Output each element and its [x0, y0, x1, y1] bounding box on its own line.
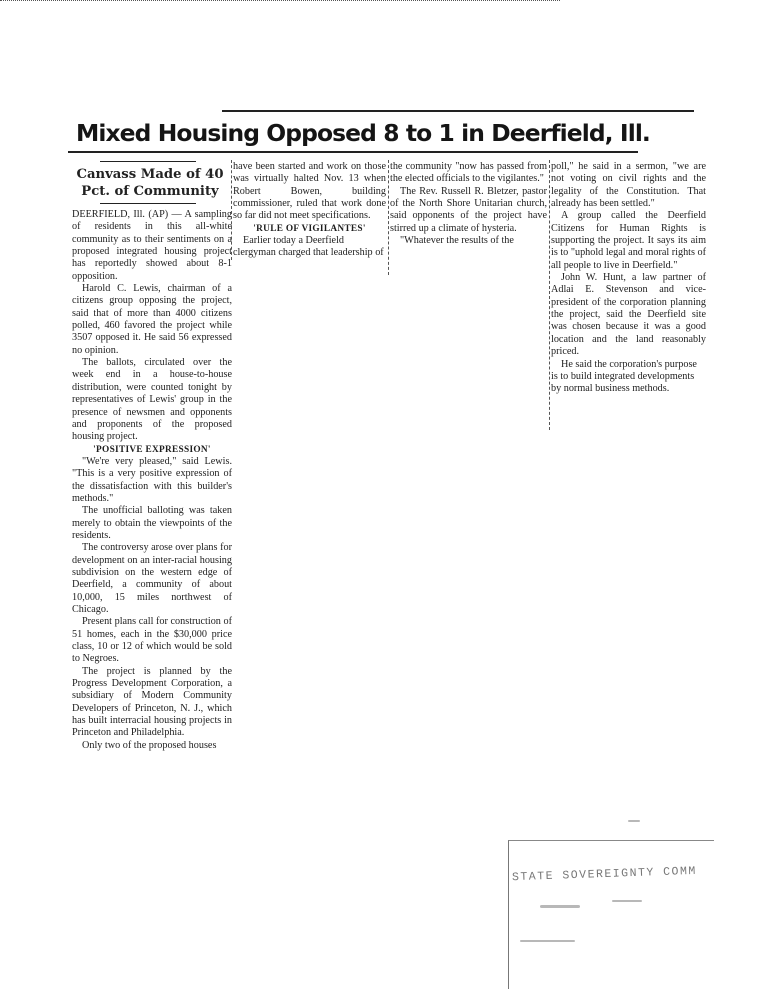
paragraph: John W. Hunt, a law partner of Adlai E. Stevenson and vice-president of the corporation planning the project, said the Deerfield site was chosen because it was a good location and the land reasonably priced.: [551, 272, 706, 358]
paragraph: "We're very pleased," said Lewis. "This is a very positive expression of the dissatisfaction with this builder's methods.": [72, 455, 232, 504]
crosshead: 'RULE OF VIGILANTES': [253, 223, 366, 234]
column-divider: [388, 160, 389, 275]
column-1: [72, 209, 232, 752]
paragraph: The Rev. Russell R. Bletzer, pastor of the North Shore Unitarian church, said opponents of the project have stirred up a climate of hysteria.: [390, 185, 547, 234]
subhead: Canvass Made of 40 Pct. of Community: [76, 167, 224, 199]
paragraph: Harold C. Lewis, chairman of a citizens group opposing the project, said that of more than 4000 citizens polled, 460 favored the project while 3507 opposed it. He said 56 expressed no opinion.: [72, 283, 232, 356]
headline: Mixed Housing Opposed 8 to 1 in Deerfield, Ill.: [76, 119, 650, 147]
paragraph: "Whatever the results of the: [400, 235, 514, 247]
stamp-smudge: [612, 900, 642, 902]
column-divider: [231, 160, 232, 260]
paragraph: DEERFIELD, Ill. (AP) — A sampling of residents in this all-white community as to their sentiments on a proposed integrated housing project has reportedly showed about 8-1 opposition.: [72, 209, 232, 282]
paragraph: Only two of the proposed houses: [82, 739, 217, 751]
subhead-rule-bottom: [100, 203, 196, 204]
paragraph: have been started and work on those was virtually halted Nov. 13 when Robert Bowen, building commissioner, ruled that work done so far did not meet specifications.: [233, 161, 386, 222]
stamp-smudge: [628, 820, 640, 822]
column-4: [551, 161, 706, 396]
paragraph: The unofficial balloting was taken merely to obtain the viewpoints of the residents.: [72, 505, 232, 541]
column-2: [233, 161, 386, 260]
paragraph: The ballots, circulated over the week end in a house-to-house distribution, were counted tonight by representatives of Lewis' group in the presence of newsmen and opponents and proponents of the proposed housing project.: [72, 357, 232, 443]
paragraph: The project is planned by the Progress Development Corporation, a subsidiary of Modern Community Developers of Princeton, N. J., which has built interracial housing projects in Princeton and Philadelphia.: [72, 665, 232, 739]
paragraph: The controversy arose over plans for development on an inter-racial housing subdivision on the western edge of Deerfield, a community of about 10,000, 15 miles northwest of Chicago.: [72, 542, 232, 615]
paragraph: Earlier today a Deerfield clergyman charged that leadership of: [233, 235, 384, 259]
paragraph: the community "now has passed from the elected officials to the vigilantes.": [390, 161, 547, 185]
paragraph: Present plans call for construction of 51 homes, each in the $30,000 price class, 10 or 12 of which would be sold to Negroes.: [72, 616, 232, 665]
headline-underline: [68, 151, 638, 153]
paragraph: A group called the Deerfield Citizens for Human Rights is supporting the project. It says its aim is to "uphold legal and moral rights of all people to live in Deerfield.": [551, 210, 706, 271]
crosshead: 'POSITIVE EXPRESSION': [93, 444, 211, 455]
stamp-smudge: [540, 905, 580, 908]
paragraph: He said the corporation's purpose is to build integrated developments by normal business methods.: [551, 358, 697, 395]
stamp-box: [508, 840, 714, 989]
stamp-text: STATE SOVEREIGNTY COMM: [511, 864, 697, 885]
column-3: [390, 161, 547, 247]
column-divider: [549, 160, 550, 430]
subhead-rule: [100, 161, 196, 162]
stamp-smudge: [520, 940, 575, 942]
top-rule: [222, 110, 694, 112]
scan-edge: [0, 0, 560, 1]
paragraph: poll," he said in a sermon, "we are not voting on civil rights and the legality of the Constitution. That already has been settled.": [551, 161, 706, 210]
